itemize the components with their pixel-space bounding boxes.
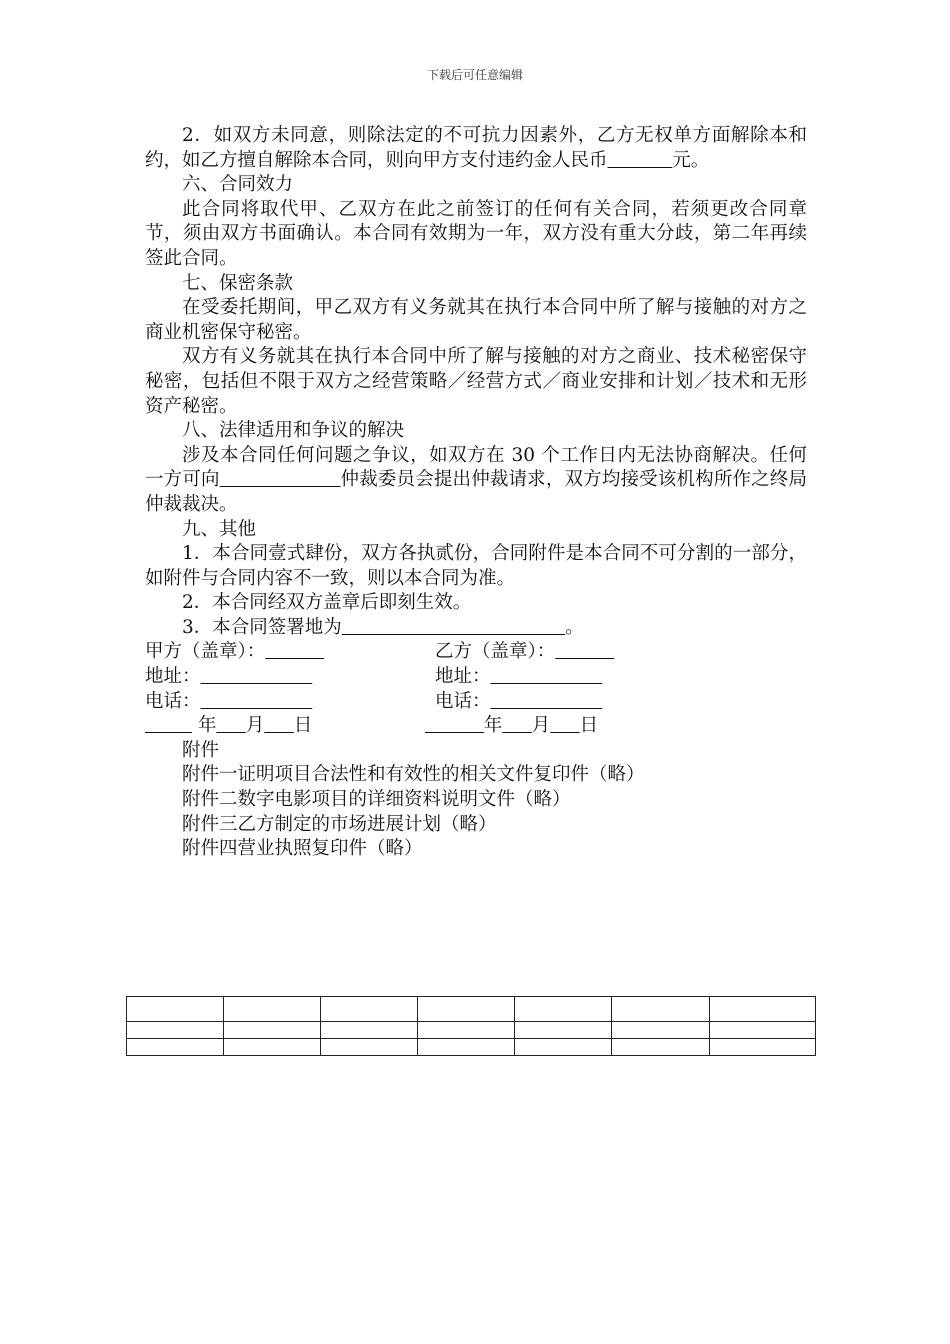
table-row [127, 1039, 816, 1056]
table-cell [418, 1039, 515, 1056]
table-cell [127, 1022, 224, 1039]
party-b-year-blank [425, 715, 484, 736]
attachments-title: 附件 [182, 739, 220, 761]
table-cell [710, 1022, 816, 1039]
signature-address-row [145, 665, 807, 690]
table-cell [224, 1039, 321, 1056]
clause-confidentiality-2: 双方有义务就其在执行本合同中所了解与接触的对方之商业、技术秘密保守秘密，包括但不限于双方之经营策略／经营方式／商业安排和计划／技术和无形资产秘密。 [145, 346, 807, 417]
party-a-seal-blank [265, 641, 324, 662]
clause-arbitration [145, 444, 807, 518]
table-cell [612, 1039, 710, 1056]
table-cell [612, 1022, 710, 1039]
party-b-day-blank [550, 715, 579, 736]
table-cell [224, 1022, 321, 1039]
table-cell [127, 997, 224, 1022]
signature-seal-row [145, 640, 807, 665]
attachment-item: 附件三乙方制定的市场进展计划（略） [182, 813, 497, 835]
signing-place-blank [342, 617, 565, 638]
section-heading-confidentiality: 七、保密条款 [182, 272, 294, 294]
party-a-seal-label: 甲方（盖章）： [145, 641, 266, 663]
party-b-phone-label: 电话： [435, 690, 491, 712]
attachment-item: 附件一证明项目合法性和有效性的相关文件复印件（略） [182, 764, 645, 786]
clause-signing-place-end: 。 [565, 616, 584, 638]
section-heading-effect: 六、合同效力 [182, 174, 294, 196]
table-cell [710, 1039, 816, 1056]
clause-effective: 2．本合同经双方盖章后即刻生效。 [182, 592, 472, 614]
clause-copies: 1．本合同壹式肆份，双方各执贰份，合同附件是本合同不可分割的一部分，如附件与合同内容不一致，则以本合同为准。 [145, 543, 807, 589]
table-cell [612, 997, 710, 1022]
party-a-month-label: 月 [245, 715, 265, 737]
arbitration-committee-blank [220, 469, 341, 490]
party-b-seal-label: 乙方（盖章）： [435, 641, 556, 663]
table-cell [710, 997, 816, 1022]
party-b-month-blank [502, 715, 531, 736]
clause-termination-text: 2．如双方未同意，则除法定的不可抗力因素外，乙方无权单方面解除本和约，如乙方擅自解除本合同，则向甲方支付违约金人民币 [145, 125, 807, 171]
clause-signing-place-text: 3．本合同签署地为 [182, 616, 342, 638]
table-row [127, 997, 816, 1022]
table-cell [418, 997, 515, 1022]
party-b-address-blank [491, 666, 603, 687]
clause-arbitration-end: 仲裁委员会提出仲裁请求，双方均接受该机构所作之终局仲裁裁决。 [145, 469, 807, 515]
clause-effect: 此合同将取代甲、乙双方在此之前签订的任何有关合同，若须更改合同章节，须由双方书面确认。本合同有效期为一年，双方没有重大分歧，第二年再续签此合同。 [145, 198, 807, 269]
penalty-amount-blank [608, 150, 673, 171]
table-row [127, 1022, 816, 1039]
contract-body [145, 124, 807, 862]
attachment-item: 附件四营业执照复印件（略） [182, 838, 423, 860]
clause-arbitration-text: 涉及本合同任何问题之争议，如双方在 30 个工作日内无法协商解决。任何一方可向 [145, 444, 807, 491]
table-cell [515, 997, 612, 1022]
party-a-address-label: 地址： [145, 666, 201, 688]
party-b-month-label: 月 [531, 715, 551, 737]
party-b-address-label: 地址： [435, 666, 491, 688]
empty-grid-table [126, 996, 816, 1056]
party-a-day-label: 日 [293, 715, 313, 737]
table-cell [224, 997, 321, 1022]
attachment-item: 附件二数字电影项目的详细资料说明文件（略） [182, 789, 571, 811]
clause-termination-end: 元。 [672, 149, 710, 171]
table-cell [321, 997, 418, 1022]
party-a-phone-label: 电话： [145, 690, 201, 712]
clause-termination [145, 124, 807, 173]
clause-signing-place [145, 616, 807, 641]
page-header: 下载后可任意编辑 [426, 68, 523, 82]
section-heading-other: 九、其他 [182, 518, 257, 540]
table-cell [418, 1022, 515, 1039]
table-cell [515, 1022, 612, 1039]
table-cell [127, 1039, 224, 1056]
party-a-year-label: 年 [197, 715, 217, 737]
party-a-address-blank [201, 666, 313, 687]
party-a-day-blank [264, 715, 293, 736]
party-b-year-label: 年 [483, 715, 503, 737]
table-cell [321, 1022, 418, 1039]
section-heading-law: 八、法律适用和争议的解决 [182, 420, 405, 442]
party-b-day-label: 日 [579, 715, 599, 737]
party-a-phone-blank [201, 691, 313, 712]
party-b-seal-blank [555, 641, 614, 662]
table-cell [515, 1039, 612, 1056]
party-a-month-blank [216, 715, 245, 736]
party-a-year-blank [145, 715, 192, 736]
signature-phone-row [145, 690, 807, 715]
signature-date-row [145, 714, 807, 739]
party-b-phone-blank [491, 691, 603, 712]
table-cell [321, 1039, 418, 1056]
clause-confidentiality-1: 在受委托期间，甲乙双方有义务就其在执行本合同中所了解与接触的对方之商业机密保守秘密。 [145, 297, 807, 343]
